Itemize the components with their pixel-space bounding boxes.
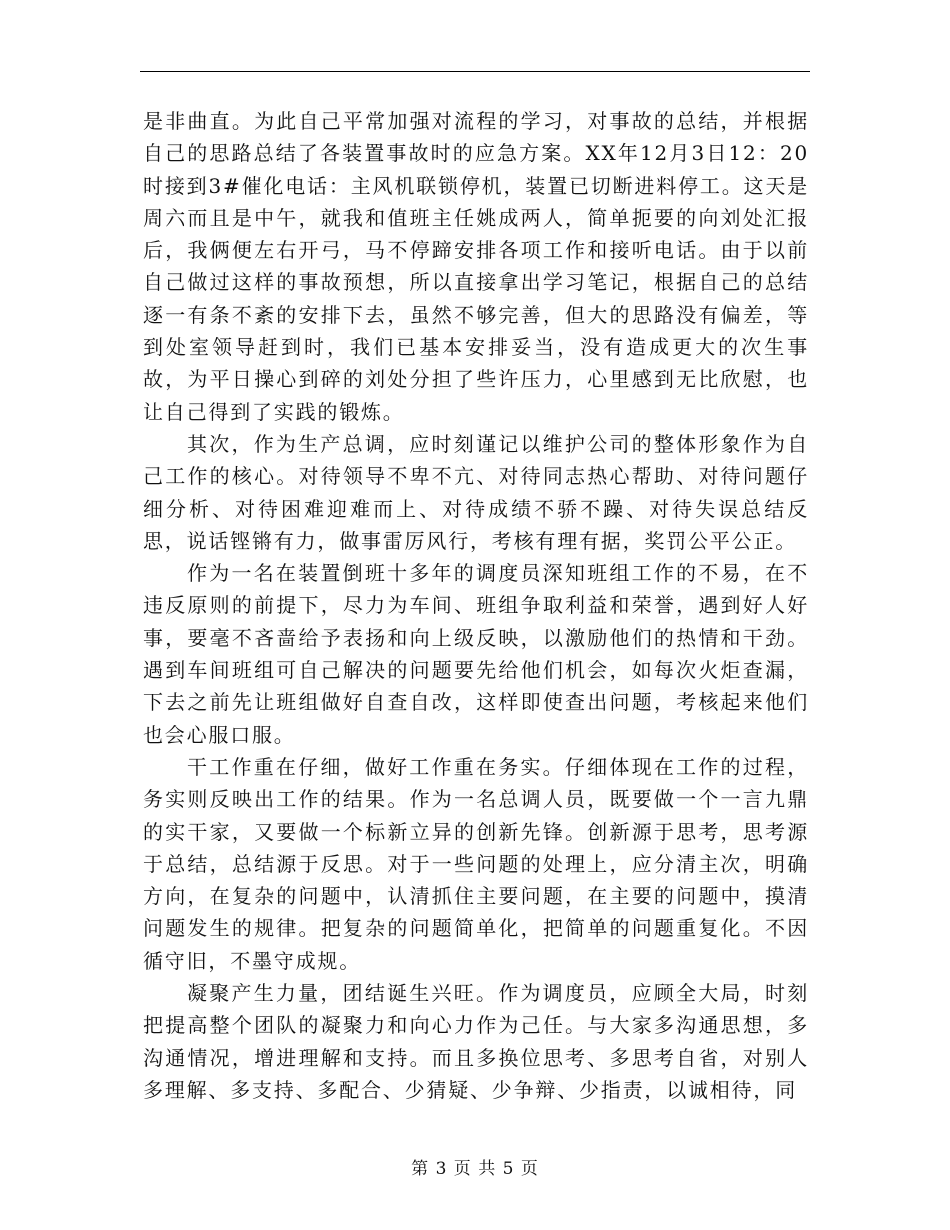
paragraph: 凝聚产生力量，团结诞生兴旺。作为调度员，应顾全大局，时刻把提高整个团队的凝聚力和向心力作为己任。与大家多沟通思想，多沟通情况，增进理解和支持。而且多换位思考、多思考自省，对别人多理解、多支持、多配合、少猜疑、少争辩、少指责，以诚相待，同 (143, 981, 809, 1102)
document-body (143, 105, 809, 1106)
paragraph: 作为一名在装置倒班十多年的调度员深知班组工作的不易，在不违反原则的前提下，尽力为车间、班组争取利益和荣誉，遇到好人好事，要毫不吝啬给予表扬和向上级反映，以激励他们的热情和干劲。遇到车间班组可自己解决的问题要先给他们机会，如每次火炬查漏，下去之前先让班组做好自查自改，这样即使查出问题，考核起来他们也会心服口服。 (143, 561, 809, 747)
header-rule (140, 71, 810, 72)
paragraph: 是非曲直。为此自己平常加强对流程的学习，对事故的总结，并根据自己的思路总结了各装置事故时的应急方案。XX年12月3日12：20时接到3#催化电话：主风机联锁停机，装置已切断进料停工。这天是周六而且是中午，就我和值班主任姚成两人，简单扼要的向刘处汇报后，我俩便左右开弓，马不停蹄安排各项工作和接听电话。由于以前自己做过这样的事故预想，所以直接拿出学习笔记，根据自己的总结逐一有条不紊的安排下去，虽然不够完善，但大的思路没有偏差，等到处室领导赶到时，我们已基本安排妥当，没有造成更大的次生事故，为平日操心到碎的刘处分担了些许压力，心里感到无比欣慰，也让自己得到了实践的锻炼。 (143, 109, 809, 424)
page-footer: 第 3 页 共 5 页 (411, 1159, 539, 1179)
paragraph: 其次，作为生产总调，应时刻谨记以维护公司的整体形象作为自己工作的核心。对待领导不卑不亢、对待同志热心帮助、对待问题仔细分析、对待困难迎难而上、对待成绩不骄不躁、对待失误总结反思，说话铿锵有力，做事雷厉风行，考核有理有据，奖罚公平公正。 (143, 431, 809, 553)
paragraph: 干工作重在仔细，做好工作重在务实。仔细体现在工作的过程，务实则反映出工作的结果。作为一名总调人员，既要做一个一言九鼎的实干家，又要做一个标新立异的创新先锋。创新源于思考，思考源于总结，总结源于反思。对于一些问题的处理上，应分清主次，明确方向，在复杂的问题中，认清抓住主要问题，在主要的问题中，摸清问题发生的规律。把复杂的问题简单化，把简单的问题重复化。不因循守旧，不墨守成规。 (143, 754, 809, 973)
